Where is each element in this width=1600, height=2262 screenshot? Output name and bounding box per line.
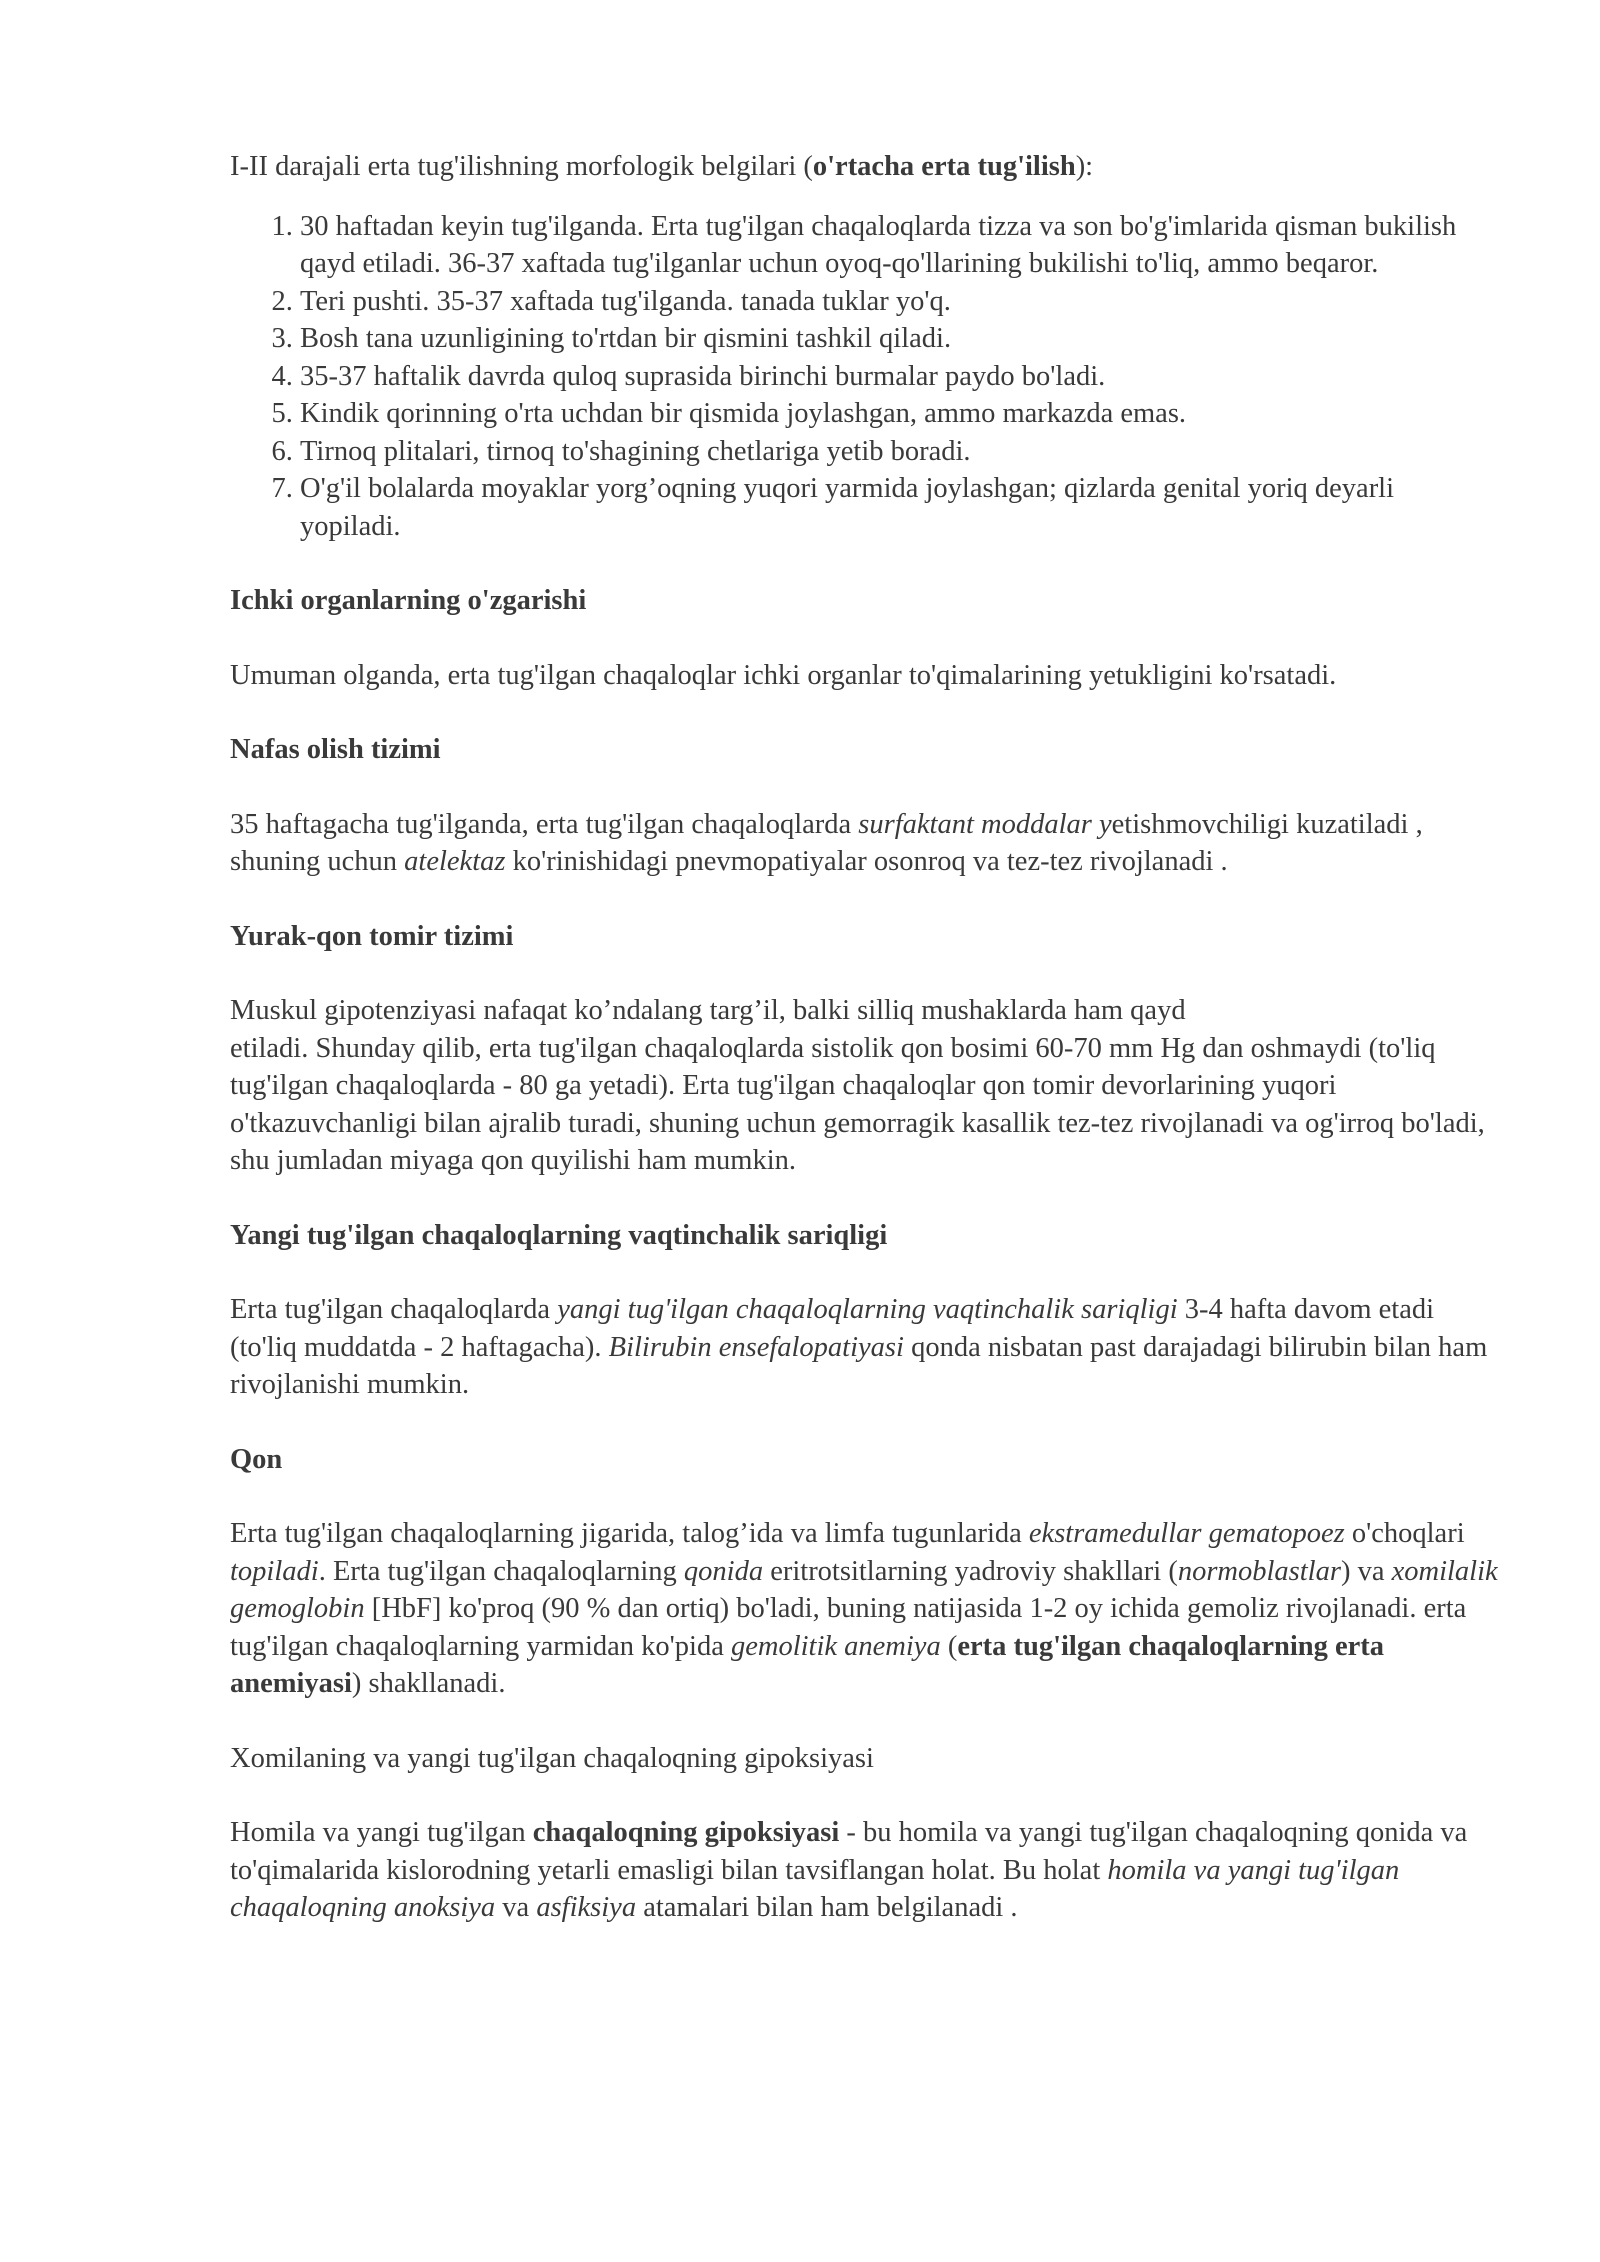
list-item: 1. 30 haftadan keyin tug'ilganda. Erta tug'ilgan chaqaloqlarda tizza va son bo'g'imlarida qisman bukilish qayd etiladi. 36-37 xaftada tug'ilganlar uchun oyoq-qo'llarining bukilishi to'liq, ammo beqaror. <box>300 208 1500 283</box>
section-paragraph-internal-organs: Umuman olganda, erta tug'ilgan chaqaloqlar ichki organlar to'qimalarining yetukligini ko'rsatadi. <box>230 659 1337 691</box>
section-paragraph-jaundice: Erta tug'ilgan chaqaloqlarda yangi tug'ilgan chaqaloqlarning vaqtinchalik sariqligi 3-4 hafta davom etadi (to'liq muddatda - 2 haftagacha). Bilirubin ensefalopatiyasi qonda nisbatan past darajadagi bilirubin bilan ham rivojlanishi mumkin. <box>230 1294 1488 1400</box>
section-paragraph-blood: Erta tug'ilgan chaqaloqlarning jigarida, talog’ida va limfa tugunlarida ekstramedullar gematopoez o'choqlari topiladi. Erta tug'ilgan chaqaloqlarning qonida eritrotsitlarning yadroviy shakllari (normoblastlar) va xomilalik gemoglobin [HbF] ko'proq (90 % dan ortiq) bo'ladi, buning natijasida 1-2 oy ichida gemoliz rivojlanadi. erta tug'ilgan chaqaloqlarning yarmidan ko'pida gemolitik anemiya (erta tug'ilgan chaqaloqlarning erta anemiyasi) shakllanadi. <box>230 1518 1498 1699</box>
section-heading-internal-organs: Ichki organlarning o'zgarishi <box>230 585 587 616</box>
section-heading-jaundice: Yangi tug'ilgan chaqaloqlarning vaqtinchalik sariqligi <box>230 1219 888 1251</box>
list-item: 7. O'g'il bolalarda moyaklar yorg’oqning yuqori yarmida joylashgan; qizlarda genital yoriq deyarli yopiladi. <box>300 470 1500 545</box>
section-heading-respiratory: Nafas olish tizimi <box>230 734 441 765</box>
list-item: 3. Bosh tana uzunligining to'rtdan bir qismini tashkil qiladi. <box>300 320 1500 358</box>
section-paragraph-respiratory: 35 haftagacha tug'ilganda, erta tug'ilgan chaqaloqlarda surfaktant moddalar yetishmovchiligi kuzatiladi , shuning uchun atelektaz ko'rinishidagi pnevmopatiyalar osonroq va tez-tez rivojlanadi . <box>230 808 1423 877</box>
section-heading-cardiovascular: Yurak-qon tomir tizimi <box>230 920 514 952</box>
morphology-list <box>230 208 1500 546</box>
list-item: 2. Teri pushti. 35-37 xaftada tug'ilganda. tanada tuklar yo'q. <box>300 283 1500 321</box>
intro-paragraph: I-II darajali erta tug'ilishning morfologik belgilari (o'rtacha erta tug'ilish): <box>230 151 1094 182</box>
section-paragraph-cardiovascular: Muskul gipotenziyasi nafaqat ko’ndalang targ’il, balki silliq mushaklarda ham qayd etiladi. Shunday qilib, erta tug'ilgan chaqaloqlarda sistolik qon bosimi 60-70 mm Hg dan oshmaydi (to'liq tug'ilgan chaqaloqlarda - 80 ga yetadi). Erta tug'ilgan chaqaloqlar qon tomir devorlarining yuqori o'tkazuvchanligi bilan ajralib turadi, shuning uchun gemorragik kasallik tez-tez rivojlanadi va og'irroq bo'ladi, shu jumladan miyaga qon quyilishi ham mumkin. <box>230 995 1485 1176</box>
section-title-hypoxia: Xomilaning va yangi tug'ilgan chaqaloqning gipoksiyasi <box>230 1742 874 1774</box>
list-item: 4. 35-37 haftalik davrda quloq suprasida birinchi burmalar paydo bo'ladi. <box>300 358 1500 396</box>
section-paragraph-hypoxia: Homila va yangi tug'ilgan chaqaloqning gipoksiyasi - bu homila va yangi tug'ilgan chaqaloqning qonida va to'qimalarida kislorodning yetarli emasligi bilan tavsiflangan holat. Bu holat homila va yangi tug'ilgan chaqaloqning anoksiya va asfiksiya atamalari bilan ham belgilanadi . <box>230 1817 1468 1923</box>
intro-bold: o'rtacha erta tug'ilish <box>812 151 1076 182</box>
list-item: 5. Kindik qorinning o'rta uchdan bir qismida joylashgan, ammo markazda emas. <box>300 395 1500 433</box>
list-item: 6. Tirnoq plitalari, tirnoq to'shagining chetlariga yetib boradi. <box>300 433 1500 471</box>
section-heading-blood: Qon <box>230 1443 283 1475</box>
